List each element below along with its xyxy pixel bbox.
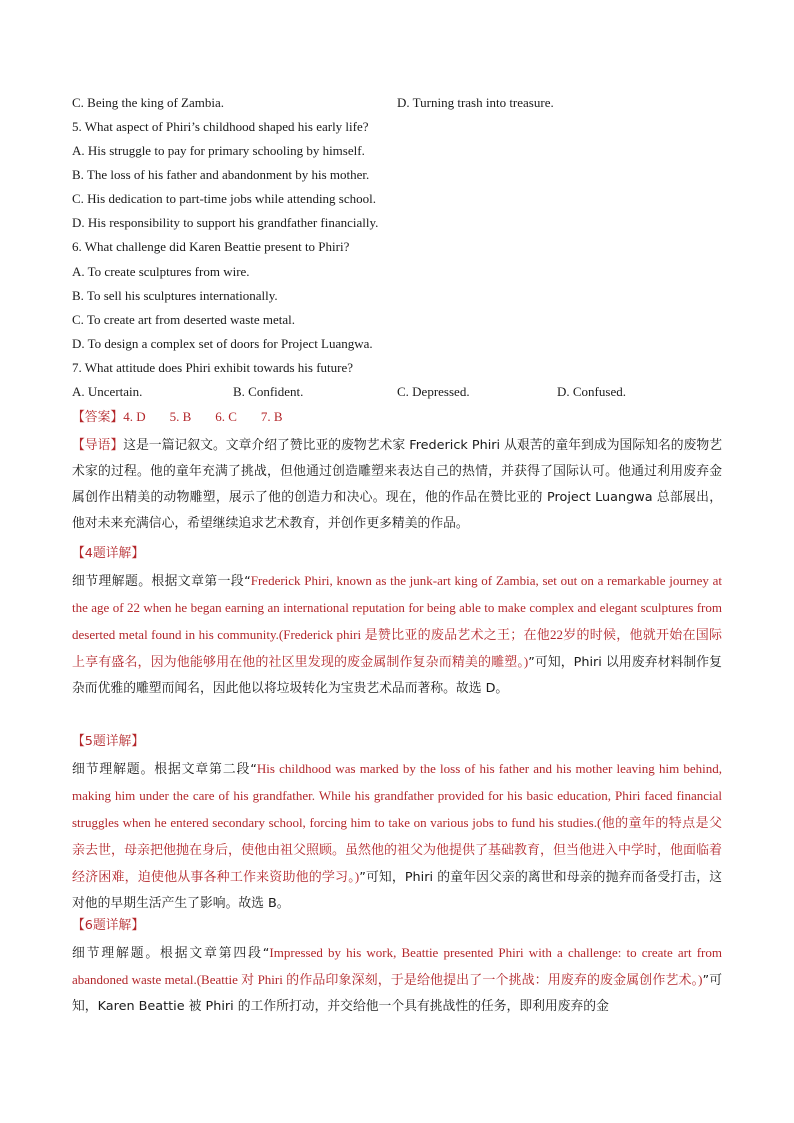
answer-label: 【答案】	[72, 410, 124, 425]
q7-option-a: A. Uncertain.	[72, 384, 143, 399]
q5-option-c: C. His dedication to part-time jobs while attending school.	[72, 191, 377, 206]
detail5-tail: ”可知，Phiri 的童年因父亲的离世和母亲的抛弃而备受打击，这对他的早期生活产生了影响。故选 B。	[72, 870, 722, 911]
q6-option-d: D. To design a complex set of doors for Project Luangwa.	[72, 336, 373, 351]
detail4-heading: 【4题详解】	[72, 546, 145, 561]
q7-option-d: D. Confused.	[557, 384, 626, 399]
q6-option-a: A. To create sculptures from wire.	[72, 264, 250, 279]
q7-option-b: B. Confident.	[233, 384, 304, 399]
q5-stem: 5. What aspect of Phiri’s childhood shaped his early life?	[72, 119, 369, 134]
intro-text: 这是一篇记叙文。文章介绍了赞比亚的废物艺术家 Frederick Phiri 从艰苦的童年到成为国际知名的废物艺术家的过程。他的童年充满了挑战，但他通过创造雕塑来表达自己的热情，并获得了国际认可。他通过利用废弃金属创作出精美的动物雕塑，展示了他的创造力和决心。现在，他的作品在赞比亚的 Project Luangwa 总部展出，他对未来充满信心，希望继续追求艺术教育，并创作更多精美的作品。	[72, 438, 722, 531]
q5-option-a: A. His struggle to pay for primary schooling by himself.	[72, 143, 365, 158]
intro-label: 【导语】	[72, 438, 124, 453]
answer-item: 5. B	[169, 409, 192, 424]
detail5-heading: 【5题详解】	[72, 734, 145, 749]
q6-stem: 6. What challenge did Karen Beattie present to Phiri?	[72, 239, 350, 254]
q6-option-c: C. To create art from deserted waste metal.	[72, 312, 296, 327]
q5-option-b: B. The loss of his father and abandonment by his mother.	[72, 167, 370, 182]
intro-paragraph	[72, 433, 722, 537]
detail4-paragraph	[72, 568, 722, 702]
q7-stem: 7. What attitude does Phiri exhibit towards his future?	[72, 360, 354, 375]
detail6-quote: Impressed by his work, Beattie presented Phiri with a challenge: to create art from abandoned waste metal.(Beattie 对 Phiri 的作品印象深刻，于是给他提出了一个挑战：用废弃的废金属创作艺术。)	[72, 945, 722, 987]
detail6-paragraph	[72, 940, 722, 1020]
detail4-quote: Frederick Phiri, known as the junk-art king of Zambia, set out on a remarkable journey at the age of 22 when he began earning an international reputation for being able to make complex and elegant sculptures from deserted metal found in his community.(Frederick phiri 是赞比亚的废品艺术之王；在他22岁的时候，他就开始在国际上享有盛名，因为他能够用在他的社区里发现的废金属制作复杂而精美的雕塑。)	[72, 573, 722, 669]
q7-option-c: C. Depressed.	[397, 384, 470, 399]
q5-option-d: D. His responsibility to support his grandfather financially.	[72, 215, 379, 230]
detail5-paragraph	[72, 756, 722, 917]
detail4-lead: 细节理解题。根据文章第一段“	[72, 574, 251, 589]
answer-item: 7. B	[260, 409, 283, 424]
answer-item: 6. C	[215, 409, 237, 424]
detail5-quote: His childhood was marked by the loss of his father and his mother leaving him behind, making him under the care of his grandfather. While his grandfather provided for his basic education, Phiri faced financial struggles when he entered secondary school, forcing him to take on various jobs to fund his studies.(他的童年的特点是父亲去世，母亲把他抛在身后，使他由祖父照顾。虽然他的祖父为他提供了基础教育，但当他进入中学时，他面临着经济困难，迫使他从事各种工作来资助他的学习。)	[72, 761, 723, 884]
q4-option-d: D. Turning trash into treasure.	[397, 95, 554, 110]
detail6-heading: 【6题详解】	[72, 918, 145, 933]
answer-item: 4. D	[123, 409, 146, 424]
q6-option-b: B. To sell his sculptures internationally.	[72, 288, 278, 303]
detail4-tail: ”可知，Phiri 以用废弃材料制作复杂而优雅的雕塑而闻名，因此他以将垃圾转化为宝贵艺术品而著称。故选 D。	[72, 655, 722, 696]
detail6-tail: ”可知，Karen Beattie 被 Phiri 的工作所打动，并交给他一个具有挑战性的任务，即利用废弃的金	[72, 973, 722, 1014]
detail5-lead: 细节理解题。根据文章第二段“	[72, 762, 257, 777]
answer-line	[72, 407, 307, 428]
q4-option-c: C. Being the king of Zambia.	[72, 95, 225, 110]
detail6-lead: 细节理解题。根据文章第四段“	[72, 946, 270, 961]
